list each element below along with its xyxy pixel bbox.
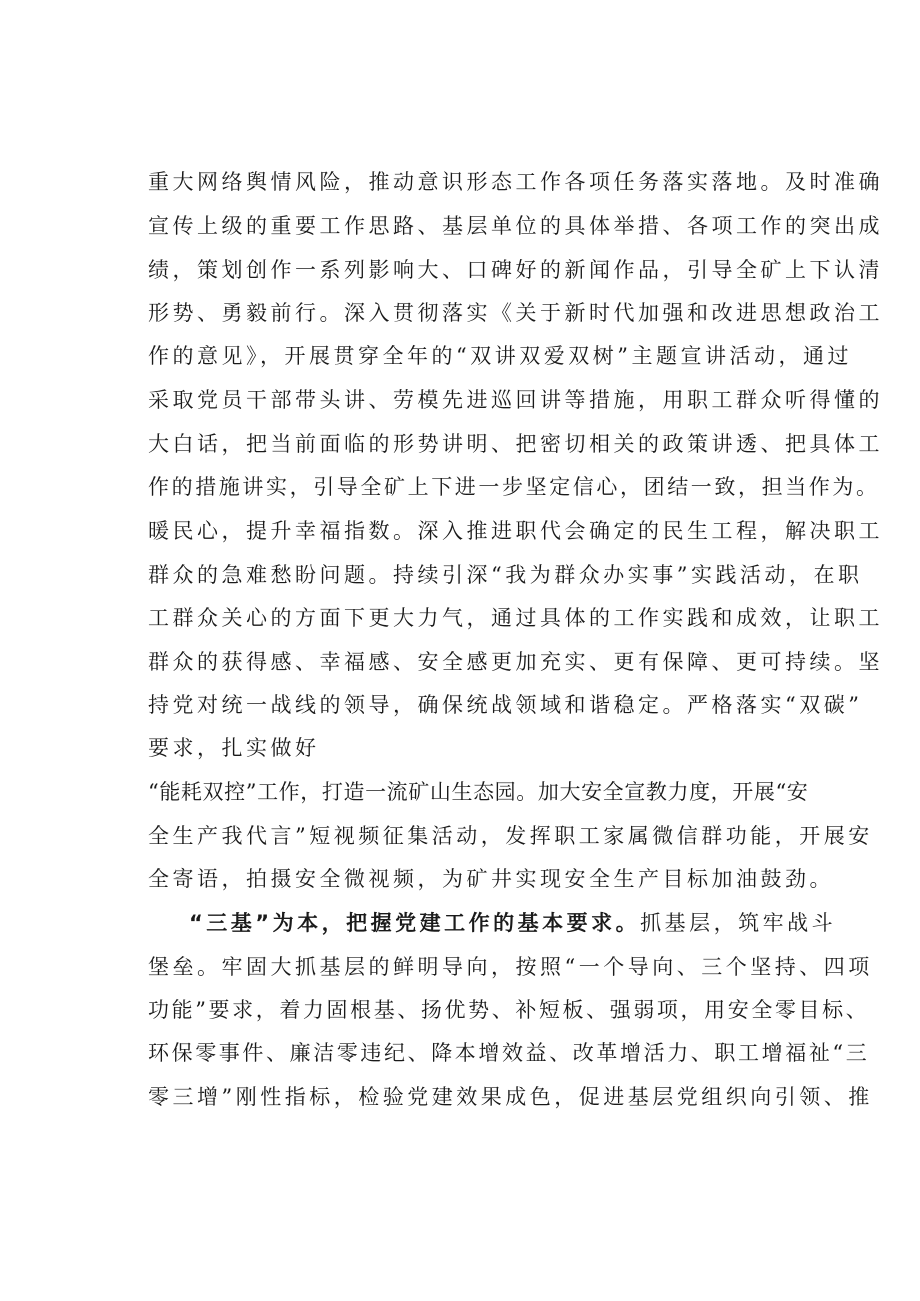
text-line: 作的措施讲实，引导全矿上下进一步坚定信心，团结一致，担当作为。 — [148, 475, 880, 499]
text-line: 形势、勇毅前行。深入贯彻落实《关于新时代加强和改进思想政治工 — [148, 301, 883, 325]
text-line: 群众的急难愁盼问题。持续引深“我为群众办实事”实践活动，在职 — [148, 563, 863, 587]
paragraph-first-line — [189, 913, 836, 934]
text-line: “能耗双控”工作，打造一流矿山生态园。加大安全宣教力度，开展“安 — [148, 780, 809, 804]
text-line: 绩，策划创作一系列影响大、口碑好的新闻作品，引导全矿上下认清 — [148, 258, 883, 282]
paragraph-first-line-rest: 抓基层，筑牢战斗 — [640, 911, 837, 935]
text-line: 全生产我代言”短视频征集活动，发挥职工家属微信群功能，开展安 — [148, 824, 873, 848]
text-line: 堡垒。牢固大抓基层的鲜明导向，按照“一个导向、三个坚持、四项 — [148, 955, 873, 979]
text-line: 零三增”刚性指标，检验党建效果成色，促进基层党组织向引领、推 — [148, 1085, 873, 1109]
text-line: 宣传上级的重要工作思路、基层单位的具体举措、各项工作的突出成 — [148, 214, 883, 238]
text-line: 工群众关心的方面下更大力气，通过具体的工作实践和成效，让职工 — [148, 606, 883, 630]
text-line: 环保零事件、廉洁零违纪、降本增效益、改革增活力、职工增福祉“三 — [148, 1041, 870, 1065]
text-line: 暖民心，提升幸福指数。深入推进职代会确定的民生工程，解决职工 — [148, 519, 883, 543]
text-line: 作的意见》，开展贯穿全年的“双讲双爱双树”主题宣讲活动，通过 — [148, 344, 852, 368]
text-line: 持党对统一战线的领导，确保统战领域和谐稳定。严格落实“双碳” — [148, 693, 863, 717]
text-line: 采取党员干部带头讲、劳模先进巡回讲等措施，用职工群众听得懂的 — [148, 388, 883, 412]
paragraph-heading: “三基”为本，把握党建工作的基本要求。 — [189, 911, 641, 935]
text-line: 重大网络舆情风险，推动意识形态工作各项任务落实落地。及时准确 — [148, 170, 883, 194]
text-line: 群众的获得感、幸福感、安全感更加充实、更有保障、更可持续。坚 — [148, 650, 883, 674]
text-line: 大白话，把当前面临的形势讲明、把密切相关的政策讲透、把具体工 — [148, 432, 883, 456]
text-line: 功能”要求，着力固根基、扬优势、补短板、强弱项，用安全零目标、 — [148, 998, 870, 1022]
text-line: 全寄语，拍摄安全微视频，为矿井实现安全生产目标加油鼓劲。 — [148, 867, 834, 891]
text-line: 要求，扎实做好 — [148, 736, 320, 760]
